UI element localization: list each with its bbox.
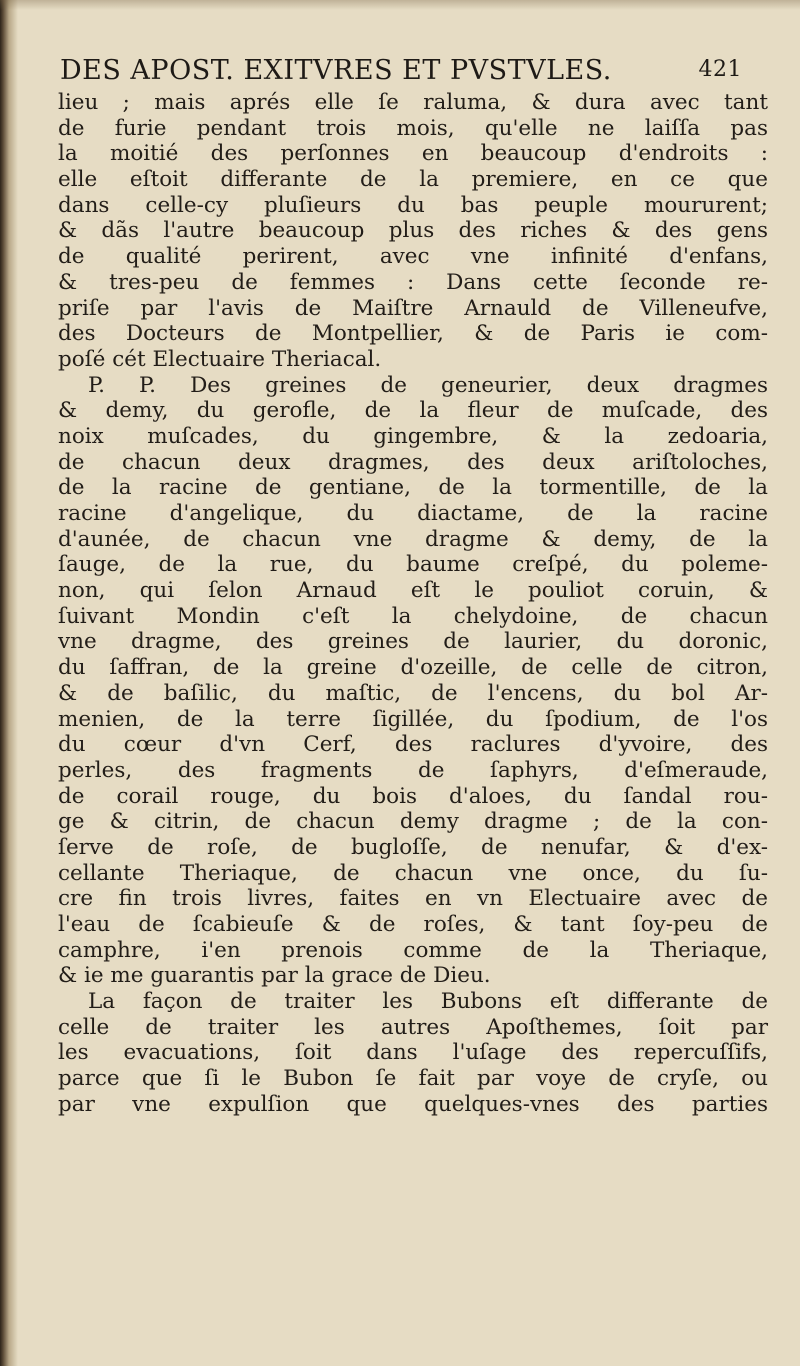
text-line: du cœur d'vn Cerf, des raclures d'yvoire, des xyxy=(58,732,768,758)
text-line: les evacuations, ſoit dans l'uſage des repercuſſifs, xyxy=(58,1040,768,1066)
text-line: & demy, du gerofle, de la fleur de muſcade, des xyxy=(58,398,768,424)
binding-shadow xyxy=(0,0,18,1366)
text-line: de chacun deux dragmes, des deux ariſtoloches, xyxy=(58,449,768,475)
text-line: lieu ; mais aprés elle ſe raluma, & dura avec tant xyxy=(58,90,768,115)
text-line: racine d'angelique, du diactame, de la racine xyxy=(58,501,768,526)
text-line: ſuivant Mondin c'eſt la chelydoine, de chacun xyxy=(58,603,768,629)
text-line: cre fin trois livres, faites en vn Electuaire avec de xyxy=(58,886,768,912)
top-edge-shadow xyxy=(0,0,800,10)
text-line: elle eſtoit differante de la premiere, en ce que xyxy=(58,167,768,193)
text-line: La façon de traiter les Bubons eſt differante de xyxy=(88,989,768,1015)
running-head-title: DES APOST. EXITVRES ET PVSTVLES. xyxy=(60,55,612,86)
text-line: ſerve de roſe, de bugloſſe, de nenufar, & d'ex- xyxy=(58,834,768,860)
running-head xyxy=(60,55,760,91)
text-line: noix muſcades, du gingembre, & la zedoaria, xyxy=(58,423,768,449)
body-text xyxy=(58,90,768,1118)
text-line: de qualité perirent, avec vne infinité d'enfans, xyxy=(58,244,768,270)
text-line: P. P. Des greines de geneurier, deux dragmes xyxy=(88,372,768,398)
text-line: parce que ſi le Bubon ſe fait par voye de cryſe, ou xyxy=(58,1066,768,1092)
text-line: d'aunée, de chacun vne dragme & demy, de la xyxy=(58,526,768,552)
text-line: celle de traiter les autres Apoſthemes, ſoit par xyxy=(58,1014,768,1040)
text-line: cellante Theriaque, de chacun vne once, du ſu- xyxy=(58,860,768,886)
text-line: ge & citrin, de chacun demy dragme ; de la con- xyxy=(58,809,768,835)
text-line: du ſaffran, de la greine d'ozeille, de celle de citron, xyxy=(58,655,768,681)
text-line: des Docteurs de Montpellier, & de Paris ie com- xyxy=(58,321,768,347)
text-line: menien, de la terre ſigillée, du ſpodium, de l'os xyxy=(58,706,768,732)
text-line: priſe par l'avis de Maiſtre Arnauld de Villeneufve, xyxy=(58,295,768,321)
text-line: vne dragme, des greines de laurier, du doronic, xyxy=(58,629,768,655)
text-line: ſauge, de la rue, du baume creſpé, du poleme- xyxy=(58,552,768,578)
text-line: l'eau de ſcabieuſe & de roſes, & tant ſoy-peu de xyxy=(58,912,768,937)
text-line: & de baſilic, du maſtic, de l'encens, du bol Ar- xyxy=(58,680,768,706)
text-line: de furie pendant trois mois, qu'elle ne laiſſa pas xyxy=(58,115,768,141)
text-line: & ie me guarantis par la grace de Dieu. xyxy=(58,963,491,989)
text-line: de la racine de gentiane, de la tormentille, de la xyxy=(58,475,768,501)
text-line: non, qui ſelon Arnaud eſt le pouliot coruin, & xyxy=(58,578,768,604)
text-line: la moitié des perſonnes en beaucoup d'endroits : xyxy=(58,141,768,167)
page-number: 421 xyxy=(698,57,742,82)
text-line: dans celle-cy pluſieurs du bas peuple moururent; xyxy=(58,192,768,218)
text-line: par vne expulſion que quelques-vnes des parties xyxy=(58,1091,768,1117)
text-line: poſé cét Electuaire Theriacal. xyxy=(58,346,382,372)
text-line: perles, des fragments de ſaphyrs, d'eſmeraude, xyxy=(58,757,768,783)
text-line: camphre, i'en prenois comme de la Theriaque, xyxy=(58,937,768,963)
text-line: & tres-peu de femmes : Dans cette ſeconde re- xyxy=(58,269,768,295)
text-line: & dãs l'autre beaucoup plus des riches & des gens xyxy=(58,218,768,244)
text-line: de corail rouge, du bois d'aloes, du ſandal rou- xyxy=(58,783,768,809)
